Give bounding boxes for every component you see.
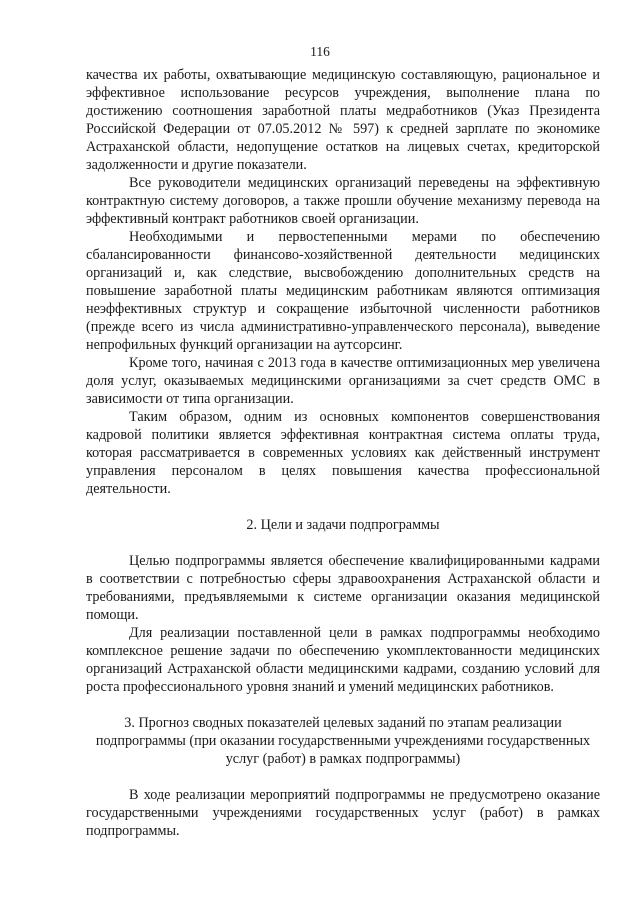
paragraph-goal: Целью подпрограммы является обеспечение квалифицированными кадрами в соответствии с потребностью сферы здравоохранения Астраханской области и требованиями, предъявляемыми к системе организации оказания медицинской помощи. (86, 553, 600, 623)
paragraph-contract-system: Все руководители медицинских организаций переведены на эффективную контрактную систему договоров, а также прошли обучение механизму перевода на эффективный контракт работников своей организации. (86, 175, 600, 227)
paragraph-hr-policy: Таким образом, одним из основных компонентов совершенствования кадровой политики является эффективная контрактная система оплаты труда, которая рассматривается в современных условиях как действенный инструмент управления персоналом в целях повышения качества профессиональной деятельности. (86, 409, 600, 497)
page-number: 116 (310, 44, 330, 59)
paragraph-tasks: Для реализации поставленной цели в рамках подпрограммы необходимо комплексное решение задачи по обеспечению укомплектованности медицинских организаций Астраханской области медицинскими кадрами, созданию условий для роста профессионального уровня знаний и умений медицинских работников. (86, 625, 600, 695)
paragraph-services: В ходе реализации мероприятий подпрограммы не предусмотрено оказание государственными учреждениями государственных услуг (работ) в рамках подпрограммы. (86, 787, 600, 839)
section-heading-forecast: 3. Прогноз сводных показателей целевых заданий по этапам реализации подпрограммы (при оказании государственными учреждениями государственных услуг (работ) в рамках подпрограммы) (95, 715, 591, 767)
paragraph-oms-services: Кроме того, начиная с 2013 года в качестве оптимизационных мер увеличена доля услуг, оказываемых медицинскими организациями за счет средств ОМС в зависимости от типа организации. (86, 355, 600, 407)
paragraph-optimization-measures: Необходимыми и первостепенными мерами по обеспечению сбалансированности финансово-хозяйственной деятельности медицинских организаций и, как следствие, высвобождению дополнительных средств на повышение заработной платы медицинским работникам являются оптимизация неэффективных структур и сокращение избыточной численности работников (прежде всего из числа административно-управленческого персонала), выведение непрофильных функций организации на аутсорсинг. (86, 229, 600, 353)
section-heading-goals: 2. Цели и задачи подпрограммы (246, 517, 440, 533)
paragraph-continuation: качества их работы, охватывающие медицинскую составляющую, рациональное и эффективное использование ресурсов учреждения, выполнение плана по достижению соотношения заработной платы медработников (Указ Президента Российской Федерации от 07.05.2012 № 597) к средней зарплате по экономике Астраханской области, недопущение остатков на лицевых счетах, кредиторской задолженности и другие показатели. (86, 67, 600, 173)
page-content (86, 66, 600, 840)
